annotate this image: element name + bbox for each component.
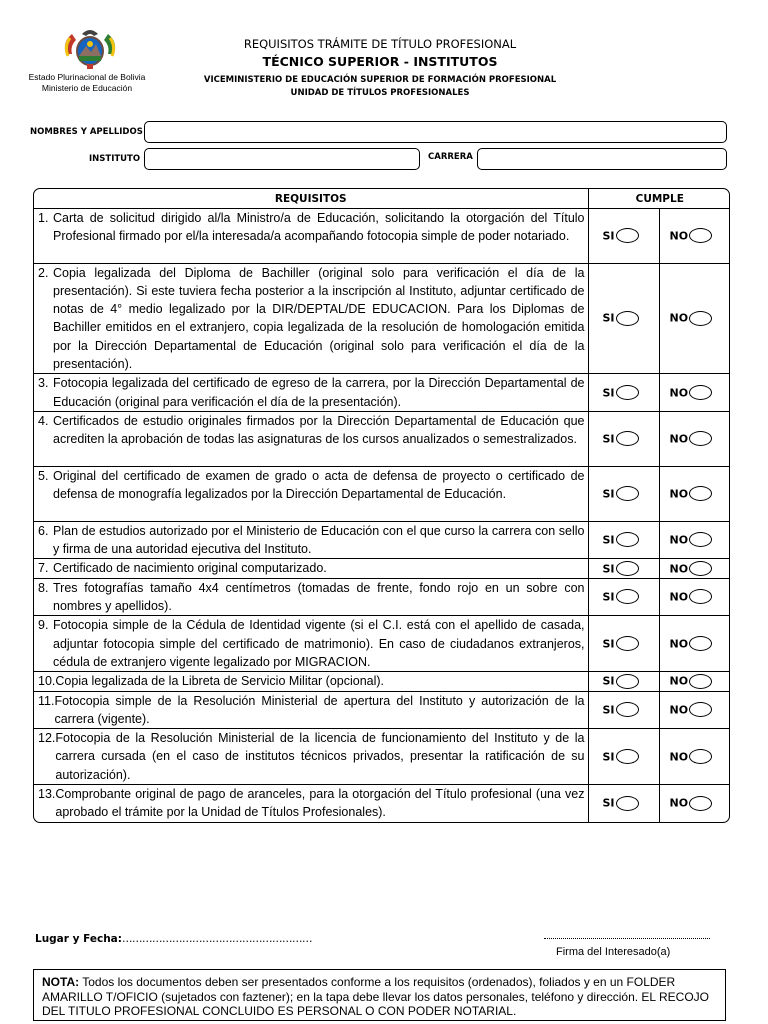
requirement-text: Comprobante original de pago de aranceles, para la otorgación del Título profesional (una vez aprobado el trámite por la Unidad de Títulos Profesionales). (55, 787, 585, 820)
no-checkbox[interactable] (689, 702, 712, 717)
place-date-label: Lugar y Fecha: (35, 933, 122, 945)
requirement-number: 1. (38, 210, 49, 225)
yes-label: SI (602, 796, 615, 810)
yes-cell (588, 616, 659, 672)
note-box (33, 969, 726, 1021)
requirements-table (33, 188, 730, 823)
yes-label: SI (602, 637, 615, 651)
no-checkbox[interactable] (689, 311, 712, 326)
note-label: NOTA: (42, 975, 80, 989)
yes-label: SI (602, 590, 615, 604)
document-title: REQUISITOS TRÁMITE DE TÍTULO PROFESIONAL (243, 37, 517, 51)
no-checkbox[interactable] (689, 749, 712, 764)
requirement-cell (34, 208, 588, 263)
yes-label: SI (602, 228, 615, 242)
note-text: Todos los documentos deben ser presentados conforme a los requisitos (ordenados), foliados y en un FOLDER AMARILLO T/OFICIO (sujetados con faztener); en la tapa debe llevar los datos personales, teléfono y dirección. EL RECOJO DEL TITULO PROFESIONAL CONCLUIDO ES PERSONAL O CON PODER NOTARIAL. (42, 975, 709, 1018)
requirement-cell (34, 466, 588, 521)
yes-cell (588, 374, 659, 412)
no-label: NO (669, 637, 689, 651)
no-label: NO (669, 749, 689, 763)
career-label: CARRERA (428, 152, 473, 162)
yes-checkbox[interactable] (616, 636, 639, 651)
no-label: NO (669, 487, 689, 501)
yes-label: SI (602, 749, 615, 763)
yes-checkbox[interactable] (616, 385, 639, 400)
no-cell (659, 374, 730, 412)
yes-cell (588, 785, 659, 822)
yes-checkbox[interactable] (616, 532, 639, 547)
requirement-cell (34, 374, 588, 412)
place-date-dots: ………………………………………………… (121, 933, 312, 945)
table-row (34, 521, 730, 559)
table-row (34, 263, 730, 374)
no-cell (659, 729, 730, 785)
table-row (34, 208, 730, 263)
requirement-text: Certificados de estudio originales firmados por la Dirección Departamental de Educación que acrediten la aprobación de todas las asignaturas de los cursos anualizados o semestralizados. (53, 413, 585, 447)
requirement-text: Copia legalizada de la Libreta de Servicio Militar (opcional). (55, 674, 385, 689)
requirement-text: Copia legalizada del Diploma de Bachiller (original solo para verificación el día de la presentación). Si este tuviera fecha posterior a la inscripción al Instituto, adjuntar certificado de notas de 4° medio legalizado por la DIR/DEPTAL/DE EDUCACION. Para los Diplomas de Bachiller emitidos en el extranjero, copia legalizada de la resolución de homologación emitida por la Dirección Departamental de Educación (original solo para verificación el día de la presentación). (53, 265, 585, 371)
table-row (34, 374, 730, 412)
requirement-cell (34, 729, 588, 785)
requirement-text: Fotocopia de la Resolución Ministerial de la licencia de funcionamiento del Instituto y de la carrera cursada (en el caso de institutos técnicos privados, presentar la ratificación de su autorización). (55, 731, 585, 782)
no-checkbox[interactable] (689, 532, 712, 547)
yes-checkbox[interactable] (616, 228, 639, 243)
yes-checkbox[interactable] (616, 749, 639, 764)
no-cell (659, 578, 730, 616)
bolivia-coat-of-arms-logo (58, 24, 122, 72)
yes-label: SI (602, 311, 615, 325)
requirement-number: 8. (38, 580, 49, 595)
requirement-text: Fotocopia simple de la Resolución Ministerial de apertura del Instituto y autorización de la carrera (vigente). (54, 693, 585, 726)
requirement-text: Original del certificado de examen de grado o acta de defensa de proyecto o certificado de defensa de monografía legalizados por la Dirección Departamental de Educación. (53, 468, 585, 502)
yes-cell (588, 466, 659, 521)
requirement-text: Fotocopia simple de la Cédula de Identidad vigente (si el C.I. está con el apellido de casada, adjuntar fotocopia simple del certificado de matrimonio). En caso de ciudadanos extranjeros, cédula de extranjero vigente legalizado por MIGRACION. (53, 618, 585, 669)
table-row (34, 559, 730, 578)
vice-ministry-line: VICEMINISTERIO DE EDUCACIÓN SUPERIOR DE FORMACIÓN PROFESIONAL (203, 75, 557, 85)
no-label: NO (669, 796, 689, 810)
yes-cell (588, 672, 659, 691)
yes-label: SI (602, 385, 615, 399)
yes-label: SI (602, 561, 615, 575)
requirement-text: Fotocopia legalizada del certificado de egreso de la carrera, por la Dirección Departamental de Educación (original para verificación el día de la presentación). (53, 376, 585, 409)
yes-checkbox[interactable] (616, 561, 639, 576)
no-checkbox[interactable] (689, 636, 712, 651)
yes-cell (588, 559, 659, 578)
yes-label: SI (602, 487, 615, 501)
yes-checkbox[interactable] (616, 431, 639, 446)
no-label: NO (669, 533, 689, 547)
requirement-cell (34, 672, 588, 691)
no-checkbox[interactable] (689, 385, 712, 400)
org-line-state: Estado Plurinacional de Bolivia (28, 72, 146, 82)
yes-cell (588, 208, 659, 263)
no-checkbox[interactable] (689, 589, 712, 604)
table-row (34, 411, 730, 466)
requirement-cell (34, 559, 588, 578)
requirement-number: 5. (38, 468, 49, 483)
table-row (34, 672, 730, 691)
requirement-number: 12. (38, 731, 56, 746)
requirement-number: 10. (38, 674, 56, 689)
requirement-number: 7. (38, 561, 49, 576)
signature-label: Firma del Interesado(a) (556, 946, 671, 958)
requirement-cell (34, 616, 588, 672)
requirements-header: REQUISITOS (34, 189, 588, 208)
yes-checkbox[interactable] (616, 311, 639, 326)
no-label: NO (669, 590, 689, 604)
no-label: NO (669, 228, 689, 242)
document-subtitle: TÉCNICO SUPERIOR - INSTITUTOS (262, 54, 498, 69)
requirement-text: Carta de solicitud dirigido al/la Ministro/a de Educación, solicitando la otorgación del Título Profesional firmado por el/la interesada/a acompañando fotocopia simple de poder notariado. (53, 210, 585, 243)
yes-checkbox[interactable] (616, 702, 639, 717)
no-cell (659, 785, 730, 822)
unit-line: UNIDAD DE TÍTULOS PROFESIONALES (290, 88, 470, 98)
no-checkbox[interactable] (689, 431, 712, 446)
table-row (34, 578, 730, 616)
no-label: NO (669, 561, 689, 575)
yes-label: SI (602, 703, 615, 717)
requirement-cell (34, 691, 588, 729)
no-cell (659, 616, 730, 672)
yes-cell (588, 521, 659, 559)
names-field[interactable] (144, 121, 727, 143)
requirement-number: 6. (38, 523, 49, 538)
no-cell (659, 466, 730, 521)
institute-label: INSTITUTO (89, 154, 141, 164)
no-label: NO (669, 432, 689, 446)
no-checkbox[interactable] (689, 674, 712, 689)
requirement-number: 13. (38, 787, 56, 802)
requirement-text: Plan de estudios autorizado por el Ministerio de Educación con el que curso la carrera con sello y firma de una autoridad ejecutiva del Instituto. (53, 523, 585, 557)
institute-field[interactable] (144, 148, 420, 170)
place-date-field (35, 933, 312, 945)
no-cell (659, 263, 730, 374)
names-label: NOMBRES Y APELLIDOS (30, 127, 143, 137)
org-line-ministry: Ministerio de Educación (41, 83, 133, 93)
no-cell (659, 559, 730, 578)
table-row (34, 785, 730, 822)
requirement-text: Tres fotografías tamaño 4x4 centímetros (tomadas de frente, fondo rojo en un sobre con nombres y apellidos). (53, 580, 585, 614)
table-row (34, 616, 730, 672)
no-cell (659, 672, 730, 691)
requirement-cell (34, 521, 588, 559)
no-checkbox[interactable] (689, 561, 712, 576)
table-row (34, 466, 730, 521)
career-field[interactable] (477, 148, 727, 170)
no-checkbox[interactable] (689, 486, 712, 501)
requirement-cell (34, 263, 588, 374)
yes-cell (588, 263, 659, 374)
no-label: NO (669, 703, 689, 717)
requirement-number: 11. (38, 693, 55, 708)
yes-checkbox[interactable] (616, 486, 639, 501)
signature-line (544, 938, 710, 939)
no-cell (659, 208, 730, 263)
yes-checkbox[interactable] (616, 589, 639, 604)
no-checkbox[interactable] (689, 796, 712, 811)
requirement-number: 3. (38, 376, 49, 391)
no-label: NO (669, 385, 689, 399)
requirement-number: 9. (38, 618, 49, 633)
table-row (34, 729, 730, 785)
yes-cell (588, 729, 659, 785)
no-label: NO (669, 311, 689, 325)
requirement-text: Certificado de nacimiento original computarizado. (53, 561, 327, 576)
no-cell (659, 521, 730, 559)
yes-checkbox[interactable] (616, 796, 639, 811)
requirement-number: 2. (38, 265, 49, 280)
requirement-number: 4. (38, 413, 49, 428)
yes-label: SI (602, 533, 615, 547)
no-cell (659, 411, 730, 466)
yes-cell (588, 411, 659, 466)
yes-label: SI (602, 432, 615, 446)
requirement-cell (34, 578, 588, 616)
requirement-cell (34, 785, 588, 822)
no-cell (659, 691, 730, 729)
yes-cell (588, 578, 659, 616)
yes-cell (588, 691, 659, 729)
complies-header: CUMPLE (588, 189, 730, 208)
no-label: NO (669, 674, 689, 688)
yes-label: SI (602, 674, 615, 688)
no-checkbox[interactable] (689, 228, 712, 243)
table-row (34, 691, 730, 729)
requirement-cell (34, 411, 588, 466)
yes-checkbox[interactable] (616, 674, 639, 689)
